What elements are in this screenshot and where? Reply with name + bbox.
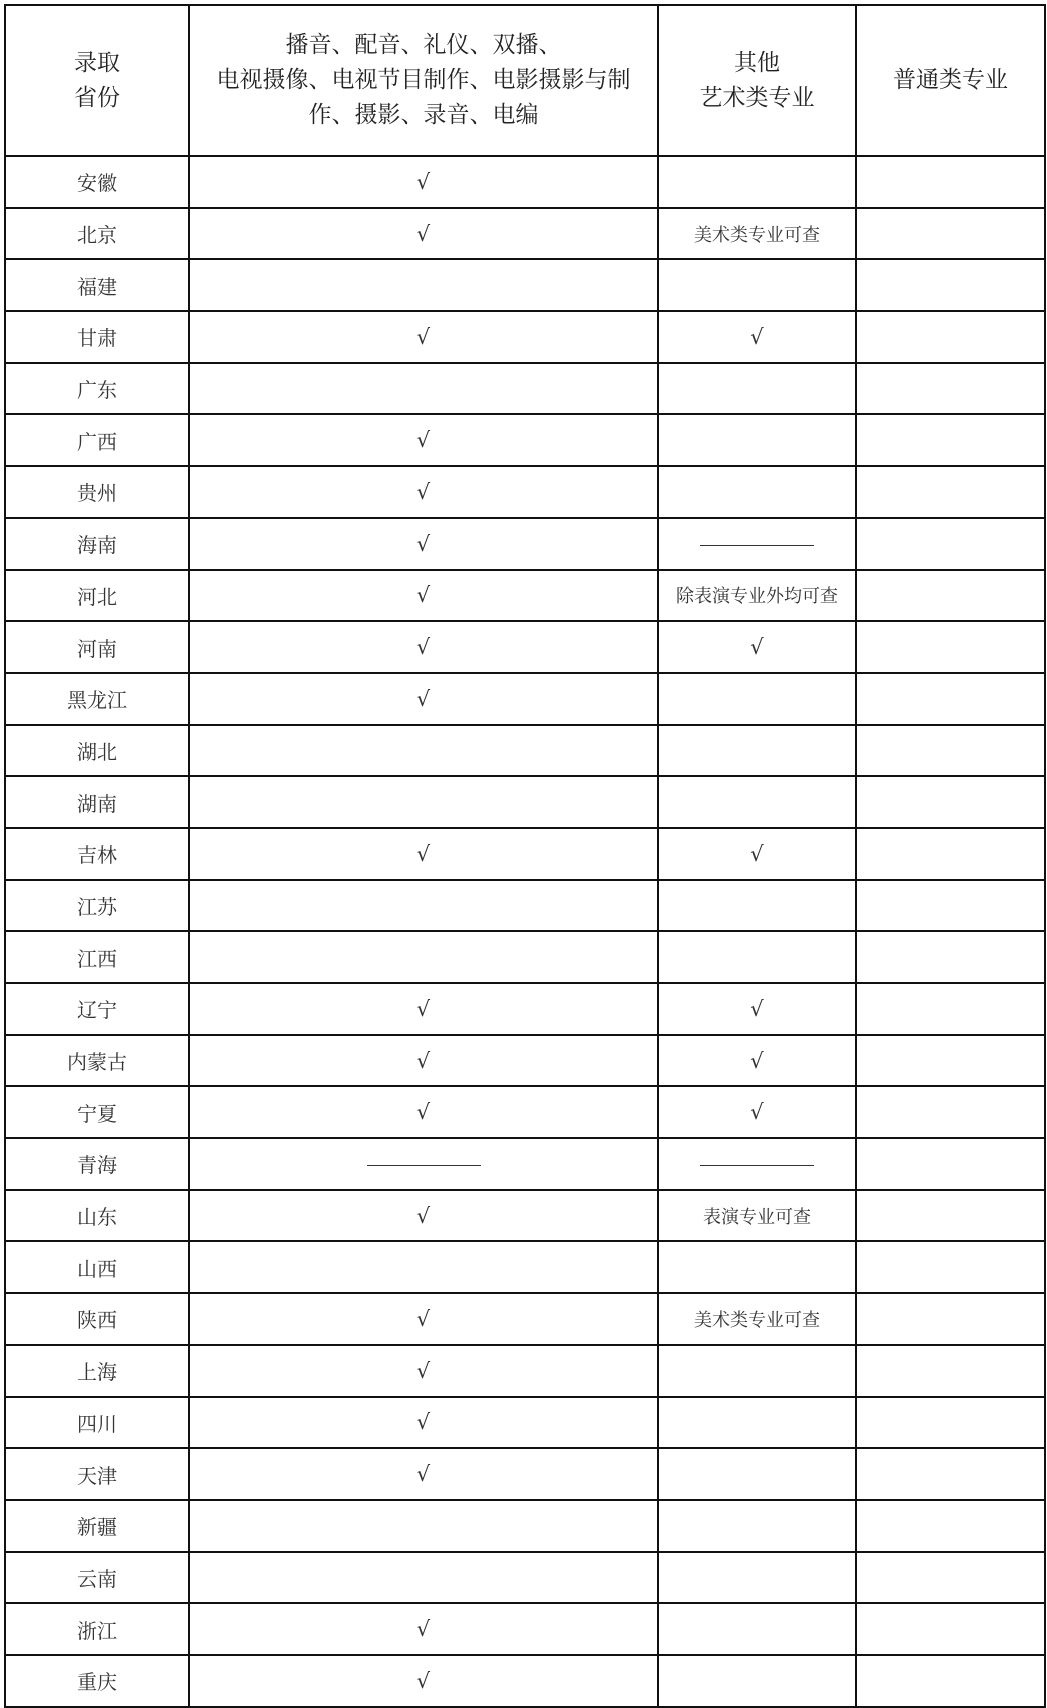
- broadcast-cell: [189, 1397, 658, 1449]
- other-art-cell-text: 表演专业可查: [703, 1206, 811, 1228]
- broadcast-cell: [189, 725, 658, 777]
- broadcast-cell: [189, 518, 658, 570]
- general-cell: [856, 1035, 1045, 1087]
- province-cell-text: 黑龙江: [67, 688, 127, 713]
- province-cell-text: 宁夏: [77, 1101, 117, 1126]
- table-row: [5, 673, 1045, 725]
- table-row: [5, 1655, 1045, 1707]
- province-cell: [5, 673, 189, 725]
- table-row: [5, 776, 1045, 828]
- broadcast-cell: [189, 1138, 658, 1190]
- province-cell-text: 河北: [77, 584, 117, 609]
- province-cell: [5, 259, 189, 311]
- table-row: [5, 1086, 1045, 1138]
- general-cell: [856, 983, 1045, 1035]
- province-cell-text: 福建: [77, 274, 117, 299]
- general-cell: [856, 1241, 1045, 1293]
- broadcast-cell: [189, 776, 658, 828]
- other-art-cell: [658, 725, 856, 777]
- province-cell: [5, 828, 189, 880]
- province-cell-text: 山东: [77, 1205, 117, 1230]
- table-row: [5, 466, 1045, 518]
- admission-query-table: [4, 4, 1046, 1708]
- province-cell: [5, 1397, 189, 1449]
- province-cell: [5, 880, 189, 932]
- province-cell: [5, 1241, 189, 1293]
- general-cell: [856, 725, 1045, 777]
- general-cell: [856, 776, 1045, 828]
- other-art-cell-text: √: [750, 841, 764, 866]
- province-cell: [5, 1448, 189, 1500]
- broadcast-cell: [189, 1552, 658, 1604]
- province-cell: [5, 1293, 189, 1345]
- general-cell: [856, 1603, 1045, 1655]
- broadcast-cell-text: √: [416, 1462, 431, 1487]
- province-cell-text: 内蒙古: [67, 1050, 127, 1075]
- header-line: 电视摄像、电视节目制作、电影摄影与制: [216, 67, 631, 93]
- broadcast-cell-text: √: [416, 221, 431, 246]
- province-cell-text: 北京: [77, 223, 117, 248]
- other-art-cell: [658, 1603, 856, 1655]
- other-art-cell: [658, 880, 856, 932]
- other-art-cell: [658, 363, 856, 415]
- province-cell-text: 天津: [77, 1463, 117, 1488]
- other-art-cell-text: 美术类专业可查: [694, 224, 820, 246]
- broadcast-cell-text: √: [416, 1410, 431, 1435]
- province-cell-text: 贵州: [77, 481, 117, 506]
- broadcast-cell: [189, 1293, 658, 1345]
- table-row: [5, 1035, 1045, 1087]
- table-row: [5, 363, 1045, 415]
- header-line: 作、摄影、录音、电编: [308, 102, 539, 128]
- broadcast-cell: [189, 1241, 658, 1293]
- table-row: [5, 570, 1045, 622]
- general-cell: [856, 466, 1045, 518]
- province-cell-text: 湖南: [77, 791, 117, 816]
- table-row: [5, 725, 1045, 777]
- other-art-cell: [658, 1241, 856, 1293]
- broadcast-cell: [189, 1603, 658, 1655]
- table-row: [5, 1603, 1045, 1655]
- header-line: 省份: [74, 84, 120, 111]
- other-art-cell: [658, 828, 856, 880]
- province-cell-text: 吉林: [77, 843, 117, 868]
- other-art-cell: [658, 1552, 856, 1604]
- province-cell: [5, 518, 189, 570]
- broadcast-cell: [189, 363, 658, 415]
- province-cell-text: 重庆: [77, 1670, 117, 1695]
- province-cell: [5, 570, 189, 622]
- broadcast-cell: [189, 1655, 658, 1707]
- general-cell: [856, 1500, 1045, 1552]
- dash-line: [700, 1165, 814, 1166]
- other-art-cell-text: √: [750, 635, 764, 660]
- broadcast-cell-text: √: [416, 531, 431, 556]
- table-row: [5, 1190, 1045, 1242]
- broadcast-cell-text: √: [416, 635, 431, 660]
- table-row: [5, 1241, 1045, 1293]
- other-art-cell: [658, 1397, 856, 1449]
- province-cell: [5, 1552, 189, 1604]
- other-art-cell: [658, 259, 856, 311]
- province-cell: [5, 931, 189, 983]
- province-cell: [5, 1190, 189, 1242]
- province-cell: [5, 725, 189, 777]
- province-cell-text: 上海: [77, 1360, 117, 1385]
- broadcast-cell: [189, 1086, 658, 1138]
- province-cell-text: 浙江: [77, 1618, 117, 1643]
- province-cell: [5, 1500, 189, 1552]
- header-line: 录取: [74, 49, 120, 76]
- dash-line: [367, 1165, 481, 1166]
- broadcast-cell-text: √: [416, 479, 431, 504]
- province-cell: [5, 1035, 189, 1087]
- general-cell: [856, 311, 1045, 363]
- header-line: 普通类专业: [893, 67, 1008, 93]
- other-art-cell: [658, 983, 856, 1035]
- other-art-cell: [658, 1138, 856, 1190]
- other-art-cell: [658, 414, 856, 466]
- general-cell: [856, 1397, 1045, 1449]
- header-other-art-majors: [658, 5, 856, 156]
- broadcast-cell: [189, 311, 658, 363]
- table-row: [5, 311, 1045, 363]
- broadcast-cell: [189, 1500, 658, 1552]
- province-cell-text: 安徽: [77, 171, 117, 196]
- broadcast-cell-text: √: [416, 428, 431, 453]
- table-row: [5, 880, 1045, 932]
- other-art-cell: [658, 1086, 856, 1138]
- table-row: [5, 208, 1045, 260]
- other-art-cell: [658, 156, 856, 208]
- broadcast-cell: [189, 983, 658, 1035]
- broadcast-cell: [189, 466, 658, 518]
- broadcast-cell: [189, 208, 658, 260]
- broadcast-cell: [189, 570, 658, 622]
- broadcast-cell: [189, 1345, 658, 1397]
- general-cell: [856, 621, 1045, 673]
- broadcast-cell-text: √: [416, 686, 431, 711]
- table-row: [5, 983, 1045, 1035]
- general-cell: [856, 880, 1045, 932]
- broadcast-cell-text: √: [416, 1617, 431, 1642]
- header-line: 其他: [734, 49, 780, 76]
- broadcast-cell: [189, 1448, 658, 1500]
- other-art-cell-text: 除表演专业外均可查: [676, 586, 838, 608]
- other-art-cell: [658, 931, 856, 983]
- broadcast-cell-text: √: [416, 1100, 431, 1125]
- other-art-cell-text: √: [750, 324, 764, 349]
- province-cell-text: 云南: [77, 1566, 117, 1591]
- table-row: [5, 414, 1045, 466]
- general-cell: [856, 1293, 1045, 1345]
- other-art-cell: [658, 570, 856, 622]
- dash-line: [700, 545, 814, 546]
- header-broadcast-majors: [189, 5, 658, 156]
- general-cell: [856, 1086, 1045, 1138]
- general-cell: [856, 1448, 1045, 1500]
- province-cell-text: 新疆: [77, 1515, 117, 1540]
- other-art-cell-text: √: [750, 1048, 764, 1073]
- other-art-cell: [658, 1190, 856, 1242]
- province-cell-text: 广西: [77, 429, 117, 454]
- broadcast-cell-text: √: [416, 1306, 431, 1331]
- province-cell-text: 四川: [77, 1411, 117, 1436]
- broadcast-cell-text: √: [416, 324, 431, 349]
- broadcast-cell: [189, 156, 658, 208]
- province-cell: [5, 1138, 189, 1190]
- table-row: [5, 1345, 1045, 1397]
- province-cell-text: 河南: [77, 636, 117, 661]
- table-row: [5, 518, 1045, 570]
- other-art-cell: [658, 1035, 856, 1087]
- broadcast-cell-text: √: [416, 1668, 431, 1693]
- province-cell: [5, 311, 189, 363]
- province-cell: [5, 776, 189, 828]
- other-art-cell: [658, 311, 856, 363]
- province-cell: [5, 363, 189, 415]
- header-general-majors: [856, 5, 1045, 156]
- province-cell-text: 陕西: [77, 1308, 117, 1333]
- other-art-cell-text: √: [750, 1100, 764, 1125]
- general-cell: [856, 156, 1045, 208]
- province-cell-text: 湖北: [77, 739, 117, 764]
- other-art-cell: [658, 1500, 856, 1552]
- table-row: [5, 1552, 1045, 1604]
- broadcast-cell-text: √: [416, 1358, 431, 1383]
- table-row: [5, 931, 1045, 983]
- broadcast-cell: [189, 673, 658, 725]
- table-row: [5, 1138, 1045, 1190]
- broadcast-cell: [189, 931, 658, 983]
- broadcast-cell: [189, 1190, 658, 1242]
- general-cell: [856, 1138, 1045, 1190]
- broadcast-cell: [189, 414, 658, 466]
- general-cell: [856, 828, 1045, 880]
- province-cell: [5, 1655, 189, 1707]
- other-art-cell: [658, 776, 856, 828]
- province-cell: [5, 156, 189, 208]
- province-cell-text: 江西: [77, 946, 117, 971]
- general-cell: [856, 414, 1045, 466]
- province-cell: [5, 1086, 189, 1138]
- table-row: [5, 621, 1045, 673]
- province-cell-text: 海南: [77, 533, 117, 558]
- broadcast-cell-text: √: [416, 841, 431, 866]
- province-cell-text: 广东: [77, 378, 117, 403]
- other-art-cell: [658, 466, 856, 518]
- other-art-cell: [658, 1655, 856, 1707]
- other-art-cell: [658, 518, 856, 570]
- broadcast-cell: [189, 880, 658, 932]
- general-cell: [856, 259, 1045, 311]
- province-cell-text: 江苏: [77, 894, 117, 919]
- general-cell: [856, 1345, 1045, 1397]
- province-cell: [5, 466, 189, 518]
- province-cell-text: 青海: [77, 1153, 117, 1178]
- other-art-cell: [658, 673, 856, 725]
- broadcast-cell: [189, 1035, 658, 1087]
- province-cell-text: 山西: [77, 1256, 117, 1281]
- province-cell-text: 辽宁: [77, 998, 117, 1023]
- general-cell: [856, 1655, 1045, 1707]
- general-cell: [856, 570, 1045, 622]
- broadcast-cell-text: √: [416, 583, 431, 608]
- table-row: [5, 1500, 1045, 1552]
- header-line: 播音、配音、礼仪、双播、: [285, 32, 562, 58]
- province-cell: [5, 414, 189, 466]
- province-cell: [5, 1603, 189, 1655]
- general-cell: [856, 518, 1045, 570]
- table-row: [5, 1293, 1045, 1345]
- table-header-row: [5, 5, 1045, 156]
- province-cell: [5, 983, 189, 1035]
- province-cell-text: 甘肃: [77, 326, 117, 351]
- other-art-cell: [658, 1448, 856, 1500]
- province-cell: [5, 621, 189, 673]
- broadcast-cell-text: √: [416, 1048, 431, 1073]
- broadcast-cell-text: √: [416, 169, 431, 194]
- broadcast-cell: [189, 259, 658, 311]
- broadcast-cell-text: √: [416, 996, 431, 1021]
- province-cell: [5, 208, 189, 260]
- other-art-cell: [658, 1293, 856, 1345]
- broadcast-cell-text: √: [416, 1203, 431, 1228]
- table-row: [5, 259, 1045, 311]
- general-cell: [856, 1190, 1045, 1242]
- general-cell: [856, 931, 1045, 983]
- header-province: [5, 5, 189, 156]
- header-line: 艺术类专业: [699, 84, 815, 111]
- other-art-cell: [658, 1345, 856, 1397]
- table-row: [5, 156, 1045, 208]
- province-cell: [5, 1345, 189, 1397]
- broadcast-cell: [189, 621, 658, 673]
- general-cell: [856, 673, 1045, 725]
- table-row: [5, 1397, 1045, 1449]
- broadcast-cell: [189, 828, 658, 880]
- table-row: [5, 1448, 1045, 1500]
- general-cell: [856, 363, 1045, 415]
- other-art-cell: [658, 208, 856, 260]
- other-art-cell-text: √: [750, 996, 764, 1021]
- general-cell: [856, 1552, 1045, 1604]
- general-cell: [856, 208, 1045, 260]
- table-row: [5, 828, 1045, 880]
- other-art-cell: [658, 621, 856, 673]
- other-art-cell-text: 美术类专业可查: [694, 1309, 820, 1331]
